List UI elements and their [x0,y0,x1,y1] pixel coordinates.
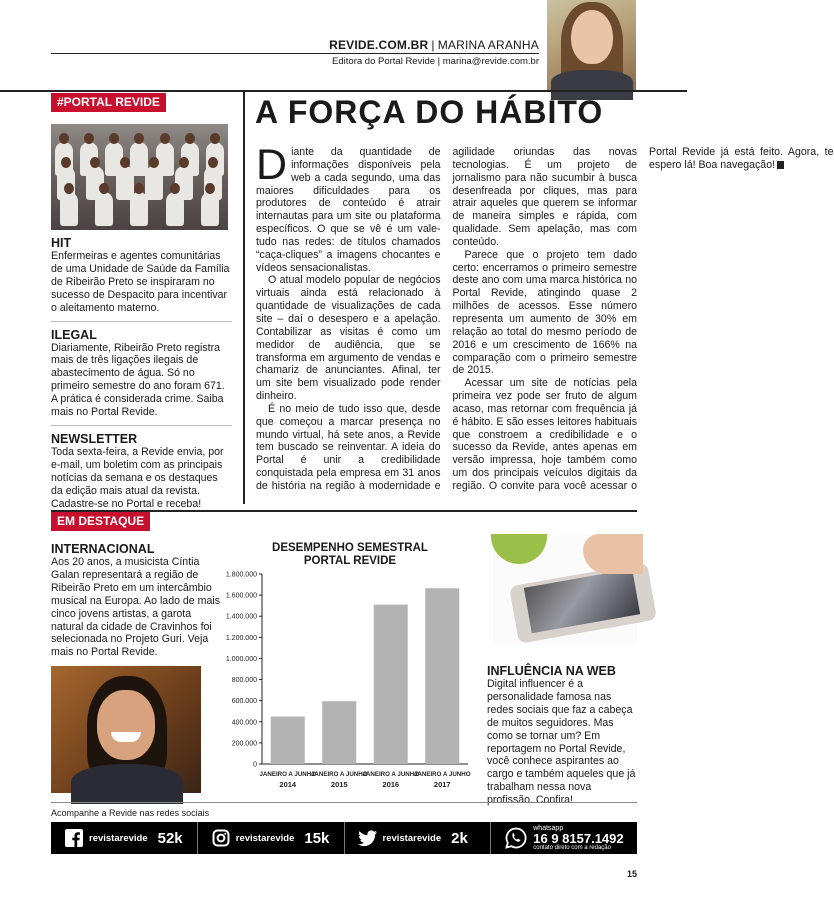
internacional-title: INTERNACIONAL [51,542,155,556]
influencia-title: INFLUÊNCIA NA WEB [487,664,616,678]
smartphone-photo [493,534,637,644]
article-title: A FORÇA DO HÁBITO [255,94,604,130]
x-tick-prefix: JANEIRO A JUNHO [362,771,420,778]
brief-title: NEWSLETTER [51,431,138,446]
whatsapp-info [533,825,623,851]
social-bar [51,822,637,854]
header-rule [51,53,539,54]
x-tick-label: 2015 [330,780,348,789]
site-name[interactable]: REVIDE.COM.BR [329,38,429,52]
y-tick-label: 1.000.000 [225,655,257,663]
facebook-icon [65,829,83,847]
portal-revide-tag: #PORTAL REVIDE [51,93,166,112]
instagram-count: 15k [304,829,330,847]
twitter-icon [359,829,377,847]
instagram-handle: revistarevide [235,832,295,844]
article-paragraph: Parece que o projeto tem dado certo: encerramos o primeiro semestre deste ano com uma marca histórica no Portal Revide, atingindo quase 2 milhões de acessos. Esse número representa um aumento de 30% em relação ao total do mesmo período de 2016 e um crescimento de 166% na comparação com o primeiro semestre de 2015. [452,248,637,377]
whatsapp-link[interactable] [491,822,637,854]
em-destaque-tag: EM DESTAQUE [51,512,150,531]
performance-bar-chart [210,566,472,800]
page-number: 15 [626,869,637,879]
brief-hit [51,236,232,322]
y-tick-label: 600.000 [231,698,257,706]
x-tick-label: 2016 [382,780,400,789]
column-divider [243,92,245,504]
y-tick-label: 1.200.000 [225,634,257,642]
whatsapp-number: 16 9 8157.1492 [533,831,624,846]
whatsapp-icon [505,827,527,849]
x-tick-label: 2017 [433,780,451,789]
x-tick-prefix: JANEIRO A JUNHO [413,771,471,778]
author-name: MARINA ARANHA [437,38,539,52]
twitter-count: 2k [451,829,468,847]
y-tick-label: 1.400.000 [225,613,257,621]
header-site-line [329,38,539,52]
brief-title: ILEGAL [51,327,97,342]
article-paragraph: O atual modelo popular de negócios virtuais ainda está relacionado à quantidade de visualizações de cada site – daí o desespero e a apelação. Contabilizar as visitas é como um medidor de audiência, que se transforma em argumento de vendas e chamariz de anunciantes. Afinal, ter um site bem visualizado pode render dinheiro. [256,274,441,403]
chart-bar-2017 [425,588,459,764]
y-tick-label: 0 [253,761,257,769]
brief-text: Toda sexta-feira, a Revide envia, por e-mail, um boletim com as principais notícias da semana e os destaques da edição mais atual da revista. Cadastre-se no Portal e receba! [51,445,224,510]
internacional-text: Aos 20 anos, a musicista Cíntia Galan representará a região de Ribeirão Preto em um intercâmbio musical na Europa. Ao lado de mais cinco jovens artistas, a garota natural da cidade de Cravinhos foi selecionada no Projeto Guri. Veja mais no Portal Revide. [51,556,221,659]
end-mark-icon [777,161,784,169]
x-tick-prefix: JANEIRO A JUNHO [310,771,368,778]
nurses-group-photo [51,124,228,230]
brief-text: Diariamente, Ribeirão Preto registra mais de três ligações ilegais de abastecimento de água. Só no primeiro semestre do ano foram 671. A prática é considerada crime. Saiba mais no Portal Revide. [51,341,225,419]
brief-newsletter [51,432,232,517]
brief-text: Enfermeiras e agentes comunitárias de uma Unidade de Saúde da Família de Ribeirão Preto se inspiraram no sucesso de Despacito para incentivar o aleitamento materno. [51,250,230,314]
footer-rule [51,802,637,803]
musician-photo [51,666,201,793]
header-divider [0,90,687,92]
whatsapp-label: whatsapp [533,825,564,832]
facebook-handle: revistarevide [89,832,148,844]
internacional-brief [51,542,221,659]
twitter-link[interactable] [345,822,492,854]
facebook-link[interactable] [51,822,198,854]
y-tick-label: 1.600.000 [225,592,257,600]
chart-bar-2014 [271,717,305,765]
chart-title-line-2: PORTAL REVIDE [303,554,397,567]
instagram-link[interactable] [198,822,345,854]
brief-ilegal [51,328,232,426]
y-tick-label: 200.000 [231,740,257,748]
twitter-handle: revistarevide [382,832,442,844]
article-paragraph: Diante da quantidade de informações disponíveis pela web a cada segundo, uma das maiores dificuldades para os produtores de conteúdo é atrair internautas para um site ou plataforma específicos. O que se vê é um vale-tudo nas redes: de títulos chamados “caça-cliques” a imagens chocantes e vídeos sensacionalistas. [256,141,441,274]
y-tick-label: 400.000 [231,719,257,727]
instagram-icon [212,829,230,847]
chart-bar-2015 [322,701,356,764]
brief-title: HIT [51,236,72,250]
follow-text: Acompanhe a Revide nas redes sociais [51,808,210,818]
article-body [256,141,834,498]
author-photo [547,0,636,90]
drop-cap: D [256,141,288,189]
y-tick-label: 800.000 [231,677,257,685]
briefs-column [51,236,232,523]
whatsapp-note: contato direto com a redação [533,845,611,851]
influencia-text: Digital influencer é a personalidade famosa nas redes sociais que faz a cabeça de muitos seguidores. Mas como se tornar um? Em reportagem no Portal Revide, você conhece aspirantes ao cargo e também aqueles que já trabalham nessa nova profissão. Confira! [487,678,636,807]
x-tick-prefix: JANEIRO A JUNHO [259,771,317,778]
article-paragraph: É no meio de tudo isso que, desde que começou a marcar presença no mundo virtual, há sete anos, a Revide tem buscado se reinventar. A ideia do Portal é unir a credibilidade conquistada pela empresa em 31 anos de história na região à modernidade e agilidade oriundas das novas tecnologias. É um projeto de jornalismo para não sucumbir à busca desenfreada por cliques, mas para atrair aqueles que querem se informar de maneira simples e rápida, com qualidade. Sem apelação, mas com conteúdo. [256,146,637,492]
x-tick-label: 2014 [279,780,297,789]
chart-title-line-1: DESEMPENHO SEMESTRAL [272,542,428,554]
influencia-brief [487,664,639,807]
facebook-count: 52k [157,829,183,847]
article-paragraph: Acessar um site de notícias pela primeira vez pode ser fruto de algum acaso, mas retornar com frequência já é hábito. E são esses leitores habituais que constroem a credibilidade e o sucesso da Revide, antes apenas em versão impressa, hoje também como um dos principais veículos digitais da região. O convite para você acessar o Portal Revide já está feito. Agora, te espero lá! Boa navegação! [452,146,834,492]
chart-title [240,542,460,567]
editor-line: Editora do Portal Revide | marina@revide.com.br [332,56,539,67]
y-tick-label: 1.800.000 [225,571,257,579]
chart-bar-2016 [374,605,408,764]
header-separator: | [431,38,435,52]
